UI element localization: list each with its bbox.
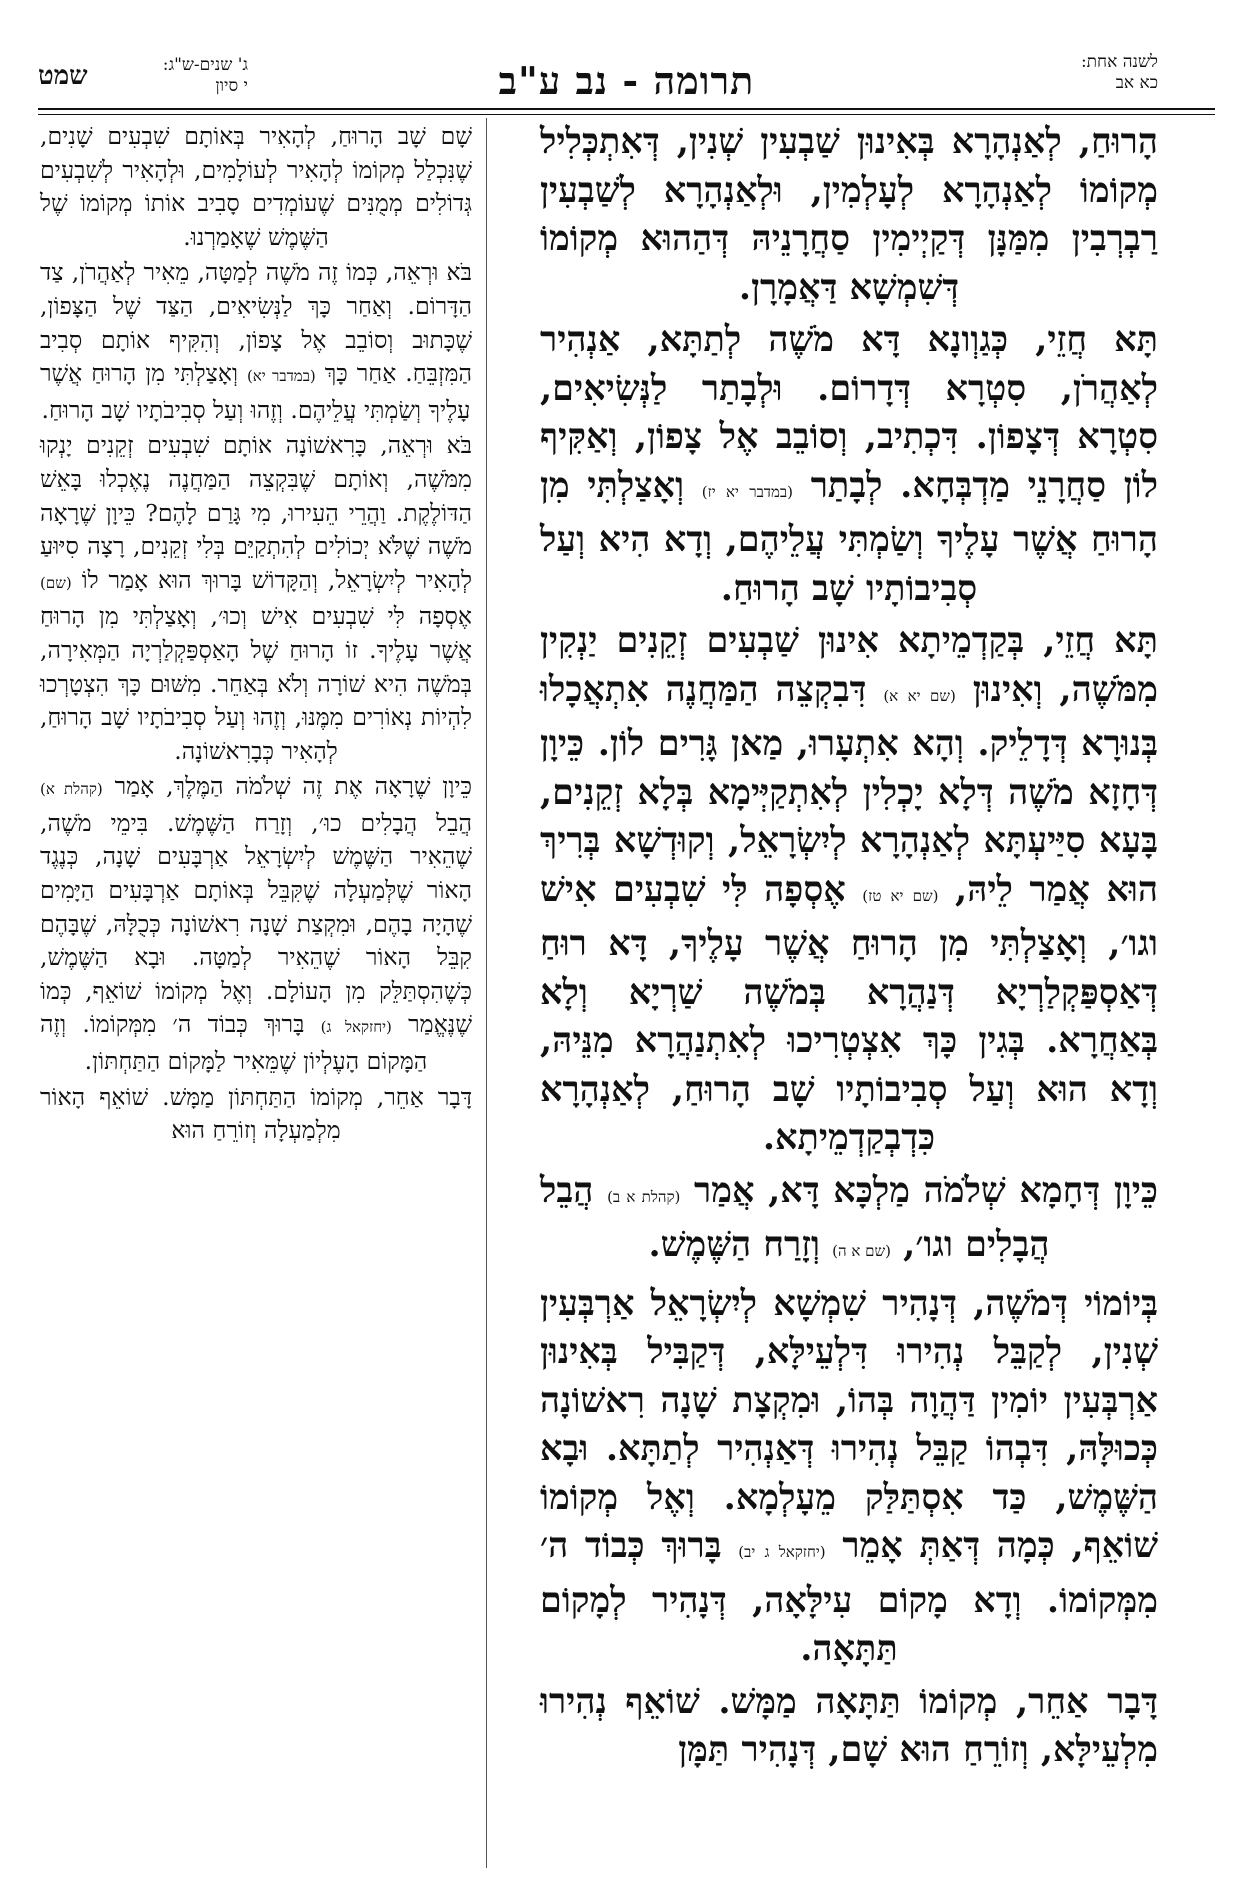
translation-column — [40, 120, 472, 1865]
main-text: תָּא חֲזֵי, כְּגַוְונָא דָּא מֹשֶׁה לְתַתָּא, אַנְהִיר לְאַהֲרֹן, סִטְרָא דְּדָרוֹם. וּלְבָתַר לַנְּשִׂיאִים, סִטְרָא דְּצָפוֹן. דִּכְתִיב, וְסוֹבֵב אֶל צָפוֹן, וְאַקִּיף לוֹן סַחֲרָנֵי מַדְבְּחָא. לְבָתַר — [540, 319, 1158, 506]
translation-text: וְאָצַלְתִּי מִן הָרוּחַ אֲשֶׁר עָלֶיךָ וְשַׂמְתִּי עֲלֵיהֶם. וְזֶהוּ וְעַל סְבִיבֹתָיו שָׁב הָרוּחַ. — [40, 359, 471, 424]
main-paragraph — [540, 118, 1158, 312]
translation-text: דָּבָר אַחֵר, מְקוֹמוֹ הַתַּחְתּוֹן מַמָּשׁ. שׁוֹאֵף הָאוֹר מִלְמַעְלָה וְזוֹרֵחַ הוּא — [40, 1082, 472, 1145]
verse-reference: (במדבר יא) — [246, 367, 316, 386]
main-text: דִּבִקְצֵה הַמַּחֲנֶה אִתְאֲכָלוּ בְּנוּרָא דְּדָלֵיק. וְהָא אִתְעָרוּ, מַאן גָּרִים לוֹן. כֵּיוָן דְּחָזָא מֹשֶׁה דְּלָא יָכְלִין לְאִתְקַיְּימָא בְּלָא זְקֵנִים, בָּעָא סִיַּיעְתָּא לְאַנְהָרָא לְיִשְׂרָאֵל, וְקוּדְשָׁא בְּרִיךְ הוּא אֲמַר לֵיהּ, — [540, 668, 1159, 910]
zohar-text-column — [540, 118, 1158, 1863]
main-paragraph — [540, 617, 1158, 1163]
translation-text: בָּרוּךְ כְּבוֹד ה׳ מִמְּקוֹמוֹ. וְזֶה הַמָּקוֹם הָעֶלְיוֹן שֶׁמֵּאִיר לַמָּקוֹם הַתַּחְתּוֹן. — [40, 1010, 428, 1076]
translation-paragraph — [40, 770, 472, 1078]
verse-reference: (קהלת א) — [40, 780, 103, 799]
translation-paragraph — [40, 256, 472, 427]
translation-text: כֵּיוָן שֶׁרָאָה אֶת זֶה שְׁלֹמֹה הַמֶּלֶךְ, אָמַר — [114, 772, 472, 801]
verse-reference: (במדבר יא יז) — [701, 482, 793, 501]
main-text: הֲבֵל הֲבָלִים וגו׳, — [540, 1169, 1050, 1265]
main-text: תָּא חֲזֵי, בְּקַדְמֵיתָא אִינוּן שַׁבְעִים זְקֵנִים יַנְקִין מִמֹּשֶׁה, וְאִינוּן — [540, 620, 1158, 710]
page-title: תרומה - נב ע"ב — [498, 58, 755, 103]
main-paragraph — [540, 1678, 1158, 1775]
main-text: בְּיוֹמוֹי דְּמֹשֶׁה, דְּנָהִיר שִׁמְשָׁא לְיִשְׂרָאֵל אַרְבְּעִין שְׁנִין, לְקַבֵּל נְהִירוּ דִּלְעֵילָּא, דְּקַבִּיל בְּאִינוּן אַרְבְּעִין יוֹמִין דַּהֲוָה בְּהוֹ, וּמִקְצָת שָׁנָה רִאשׁוֹנָה כְּכוּלָּהּ, דִּבְהוֹ קַבֵּל נְהִירוּ דְּאַנְהִיר לְתַתָּא. וּבָא הַשֶּׁמֶשׁ, כַּד אִסְתַּלַּק מֵעָלְמָא. וְאֶל מְקוֹמוֹ שׁוֹאֵף, כְּמָה דְּאַתְּ אָמֵר — [540, 1282, 1158, 1566]
translation-paragraph — [40, 429, 472, 768]
header-rule-thin — [38, 114, 1215, 115]
verse-reference: (יחזקאל ג יב) — [738, 1543, 826, 1561]
book-name: שמט — [38, 61, 88, 91]
main-text: בָּרוּךְ כְּבוֹד ה׳ מִמְּקוֹמוֹ. וְדָא מָקוֹם עִילָּאָה, דְּנָהִיר לְמָקוֹם תַּתָּאָה. — [540, 1525, 1158, 1669]
main-text: כֵּיוָן דְּחָמָא שְׁלֹמֹה מַלְכָּא דָּא, אֲמַר — [694, 1169, 1158, 1211]
translation-text: אֶסְפָה לִּי שִׁבְעִים אִישׁ וְכוּ׳, וְאָצַלְתִּי מִן הָרוּחַ אֲשֶׁר עָלֶיךָ. זוֹ הָרוּחַ שֶׁל הָאַסְפַּקְלַרְיָה הַמְּאִירָה, בְּמֹשֶׁה הִיא שׁוֹרָה וְלֹא בְּאַחֵר. מִשּׁוּם כָּךְ הִצְטָרְכוּ לִהְיוֹת נְאוֹרִים מִמֶּנּוּ, וְזֶהוּ וְעַל סְבִיבֹתָיו שָׁב הָרוּחַ, לְהָאִיר כְּבָרִאשׁוֹנָה. — [40, 602, 472, 765]
schedule-one-year-date: כא אב — [1115, 73, 1158, 93]
main-text: אֶסְפָה לִּי שִׁבְעִים אִישׁ וגו׳, וְאָצַלְתִּי מִן הָרוּחַ אֲשֶׁר עָלֶיךָ, דָּא רוּחַ דְּאַסְפַּקְלַרְיָא דְּנַהֲרָא בְּמֹשֶׁה שַׁרְיָא וְלָא בְּאַחֲרָא. בְּגִין כָּךְ אִצְטְרִיכוּ לְאִתְנַהֲרָא מִנֵּיהּ, וְדָא הוּא וְעַל סְבִיבוֹתָיו שָׁב הָרוּחַ, לְאַנְהָרָא כִּדְבְקַדְמֵיתָא. — [540, 868, 1158, 1158]
translation-text: בֹּא וּרְאֵה, כָּרִאשׁוֹנָה אוֹתָם שִׁבְעִים זְקֵנִים יָנְקוּ מִמֹּשֶׁה, וְאוֹתָם שֶׁבִּקְצֵה הַמַּחֲנֶה נֶאֶכְלוּ בָּאֵשׁ הַדּוֹלֶקֶת. וַהֲרֵי הֵעִירוּ, מִי גָּרַם לָהֶם? כֵּיוָן שֶׁרָאָה מֹשֶׁה שֶׁלֹּא יְכוֹלִים לְהִתְקַיֵּם בְּלִי זְקֵנִים, רָצָה סִיּוּעַ לְהָאִיר לְיִשְׂרָאֵל, וְהַקָּדוֹשׁ בָּרוּךְ הוּא אָמַר לוֹ — [40, 431, 472, 594]
verse-reference: (קהלת א ב) — [607, 1187, 681, 1206]
main-text: וְזָרַח הַשֶּׁמֶשׁ. — [648, 1224, 820, 1265]
schedule-three-years — [163, 55, 248, 97]
translation-text: בֹּא וּרְאֵה, כְּמוֹ זֶה מֹשֶׁה לְמַטָּה, מֵאִיר לְאַהֲרֹן, צַד הַדָּרוֹם. וְאַחַר כָּךְ לַנְּשִׂיאִים, הַצַּד שֶׁל הַצָּפוֹן, שֶׁכָּתוּב וְסוֹבֵב אֶל צָפוֹן, וְהִקִּיף אוֹתָם סְבִיב הַמִּזְבֵּחַ. אַחַר כָּךְ — [40, 258, 472, 388]
main-paragraph — [540, 316, 1158, 613]
verse-reference: (שם א ה) — [832, 1242, 891, 1260]
main-text: הָרוּחַ, לְאַנְהָרָא בְּאִינוּן שַׁבְעִין שְׁנִין, דְּאִתְכְּלִיל מְקוֹמוֹ לְאַנְהָרָא לְעָלְמִין, וּלְאַנְהָרָא לְשַׁבְעִין רַבְרְבִין מִמַּנָּן דְּקַיְימִין סַחֲרָנֵיהּ דְּהַהוּא מְקוֹמוֹ דְּשִׁמְשָׁא דַּאֲמָרָן. — [540, 121, 1158, 308]
schedule-one-year-label: לשנה אחת: — [1080, 52, 1158, 72]
schedule-three-years-date: י סיון — [215, 76, 248, 96]
main-paragraph — [540, 1280, 1158, 1674]
translation-paragraph — [40, 1081, 472, 1148]
column-divider — [486, 118, 487, 1868]
main-text: וְאָצַלְתִּי מִן הָרוּחַ אֲשֶׁר עָלֶיךָ וְשַׂמְתִּי עֲלֵיהֶם, וְדָא הִיא וְעַל סְבִיבוֹתָיו שָׁב הָרוּחַ. — [540, 464, 1158, 609]
header-daily-schedule — [988, 52, 1158, 122]
verse-reference: (שם) — [40, 573, 72, 592]
schedule-three-years-label: ג' שנים-ש"ג: — [162, 55, 248, 75]
translation-text: הֲבֵל הֲבָלִים כוּ׳, וְזָרַח הַשֶּׁמֶשׁ. בִּימֵי מֹשֶׁה, שֶׁהֵאִיר הַשֶּׁמֶשׁ לְיִשְׂרָאֵל אַרְבָּעִים שָׁנָה, כְּנֶגֶד הָאוֹר שֶׁלְּמַעְלָה שֶׁקִּבֵּל בְּאוֹתָם אַרְבָּעִים הַיָּמִים שֶׁהָיָה בָהֶם, וּמִקְצַת שָׁנָה רִאשׁוֹנָה כְּכֻלָּהּ, שֶׁבָּהֶם קִבֵּל הָאוֹר שֶׁהֵאִיר לְמַטָּה. וּבָא הַשֶּׁמֶשׁ, כְּשֶׁהִסְתַּלֵּק מִן הָעוֹלָם. וְאֶל מְקוֹמוֹ שׁוֹאֵף, כְּמוֹ שֶׁנֶּאֱמַר — [40, 808, 472, 1039]
header-rule — [38, 108, 1215, 110]
verse-reference: (שם יא א) — [883, 686, 956, 705]
main-text: דָּבָר אַחֵר, מְקוֹמוֹ תַּתָּאָה מַמָּשׁ. שׁוֹאֵף נְהִירוּ מִלְעֵילָּא, וְזוֹרֵחַ הוּא שָׁם, דְּנָהִיר תַּמָּן — [540, 1680, 1158, 1770]
verse-reference: (יחזקאל ג) — [320, 1018, 392, 1037]
main-paragraph — [540, 1167, 1158, 1276]
translation-paragraph — [40, 120, 472, 254]
translation-text: שָׁם שָׁב הָרוּחַ, לְהָאִיר בְּאוֹתָם שִׁבְעִים שָׁנִים, שֶׁנִּכְלַל מְקוֹמוֹ לְהָאִיר לְעוֹלָמִים, וּלְהָאִיר לְשִׁבְעִים גְּדוֹלִים מְמֻנִּים שֶׁעוֹמְדִים סָבִיב אוֹתוֹ מְקוֹמוֹ שֶׁל הַשֶּׁמֶשׁ שֶׁאָמַרְנוּ. — [40, 122, 472, 251]
verse-reference: (שם יא טז) — [862, 886, 939, 905]
